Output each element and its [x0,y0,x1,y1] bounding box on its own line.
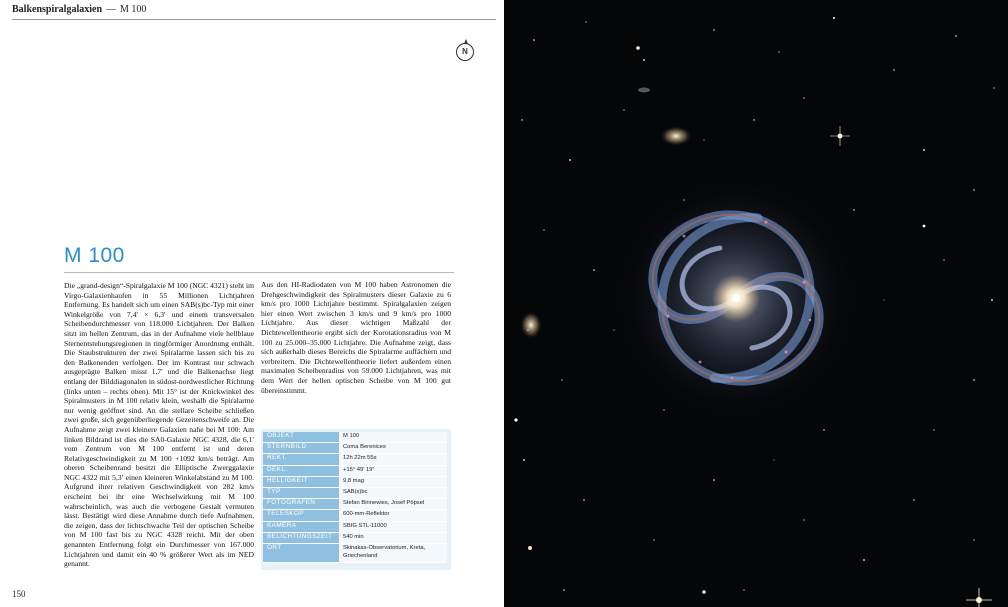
page-number: 150 [12,589,26,599]
running-head [12,4,146,15]
table-value: Coma Berenices [339,443,447,454]
table-row [263,432,447,443]
table-row [263,521,447,532]
text-column-2 [261,280,451,395]
galaxy-photo-svg [504,0,1008,607]
companion-galaxy-ngc4322 [660,126,692,146]
table-row [263,487,447,498]
table-key: FOTOGRAFEN [263,499,339,510]
companion-galaxy-ngc4328 [520,311,542,339]
table-value: 600-mm-Reflektor [339,510,447,521]
table-key: OBJEKT [263,432,339,443]
table-key: REKT. [263,454,339,465]
header-rule [12,19,496,20]
object-data-table [263,432,447,563]
table-row [263,454,447,465]
table-value: +15° 49′ 19″ [339,465,447,476]
table-value: SAB(s)bc [339,487,447,498]
table-value: M 100 [339,432,447,443]
table-value: 540 min [339,532,447,543]
body-paragraph-1: Die „grand-design“-Spiralgalaxie M 100 (NGC 4321) steht im Virgo-Galaxienhaufen in 55 Millionen Lichtjahren Entfernung. Es handelt sich um einen SAB(s)bc-Typ mit einer Winkelgröße von 7,4′ × 6,3′ und einem transversalen Scheibendurchmesser von 118.000 Lichtjahren. Der Balken sitzt im hellen Zentrum, das in der Aufnahme viele hellblaue Sternentstehungsregionen in ringförmiger Anordnung enthält. Die Staubstrukturen der zwei Spiralarme lassen sich bis zu den Balkenenden verfolgen. Der im Kontrast nur schwach ausgeprägte Balken misst 1,7′ und die Balkenachse liegt entlang der Bilddiagonalen in südost-nordwestlicher Richtung (links unten – rechts oben). Mit 15° ist der Knickwinkel des Spiralmusters in M 100 relativ klein, weshalb die Spiralarme nur wenig geöffnet sind. An die stellare Scheibe schließen zwei große, sich gegenüberliegende Gezeitenschweife an. Die Aufnahme zeigt zwei kleinere Galaxien nahe bei M 100: Am linken Bildrand ist dies die SA0-Galaxie NGC 4328, die 6,1′ vom Zentrum von M 100 entfernt ist und deren Relativgeschwindigkeit zu M 100 +1092 km/s beträgt. Am oberen Scheibenrand besitzt die Elliptische Zwerggalaxie NGC 4322 mit 5,3′ einen kleineren Winkelabstand zu M 100. Aufgrund ihrer relativen Geschwindigkeit von 282 km/s erscheint bei ihr eine Wechselwirkung mit M 100 wahrscheinlich, was auch die verbogene Gestalt vermuten lässt. Bestätigt wird diese Annahme durch tiefe Aufnahmen, die zeigen, dass der lichtschwache Teil der optischen Scheibe von M 100 fast bis zu NGC 4328 reicht. Mit der oben genannten Entfernung folgt ein Durchmesser von 167.000 Lichtjahren und damit ein 40 % größerer Wert als im NED genannt. [64,281,255,569]
body-paragraph-2: Aus den HI-Radiodaten von M 100 haben Astronomen die Drehgeschwindigkeit des Spiralmusters dieser Galaxie zu 6 km/s pro 1000 Lichtjahre bestimmt. Spiralgalaxien zeigen hier einen Wert zwischen 3 km/s und 9 km/s pro 1000 Lichtjahre. Aus dieser wichtigen Maßzahl der Dichtewellentheorie ergibt sich der Korotationsradius von M 100 zu 25.000–35.000 Lichtjahre. Die Aufnahme zeigt, dass sich außerhalb dieses Bereichs die Spiralarme auffächern und verbreitern. Die Dichtewellentheorie liefert außerdem einen maximalen Scheibenradius von 59.000 Lichtjahren, was mit dem Wert der hellen optischen Scheibe von M 100 gut übereinstimmt. [261,280,451,395]
table-key: STERNBILD [263,443,339,454]
table-key: KAMERA [263,521,339,532]
title-rule [64,272,454,273]
running-head-separator: — [106,4,117,15]
table-row [263,465,447,476]
page-title: M 100 [64,244,125,267]
table-row [263,476,447,487]
compass-label: N [462,47,468,56]
running-head-object: M 100 [120,4,147,15]
table-value: Skinakas-Observatorium, Kreta, Griechenland [339,543,447,562]
table-row [263,443,447,454]
table-value: 12h 22m 55s [339,454,447,465]
running-head-section: Balkenspiralgalaxien [12,4,103,15]
table-key: TELESKOP [263,510,339,521]
table-key: ORT [263,543,339,562]
table-row [263,499,447,510]
table-key: BELICHTUNGSZEIT [263,532,339,543]
table-row [263,510,447,521]
table-value: 9,8 mag [339,476,447,487]
table-key: DEKL. [263,465,339,476]
table-row [263,532,447,543]
table-key: TYP [263,487,339,498]
table-key: HELLIGKEIT [263,476,339,487]
compass-icon [456,43,474,61]
galaxy-photo [504,0,1008,607]
table-row [263,543,447,562]
m100-spiral-galaxy [611,173,861,423]
table-value: SBIG STL-11000 [339,521,447,532]
table-value: Stefan Binnewies, Josef Pöpsel [339,499,447,510]
text-column-1 [64,281,254,569]
compass-needle [464,39,468,44]
faint-background-galaxy [638,88,650,93]
